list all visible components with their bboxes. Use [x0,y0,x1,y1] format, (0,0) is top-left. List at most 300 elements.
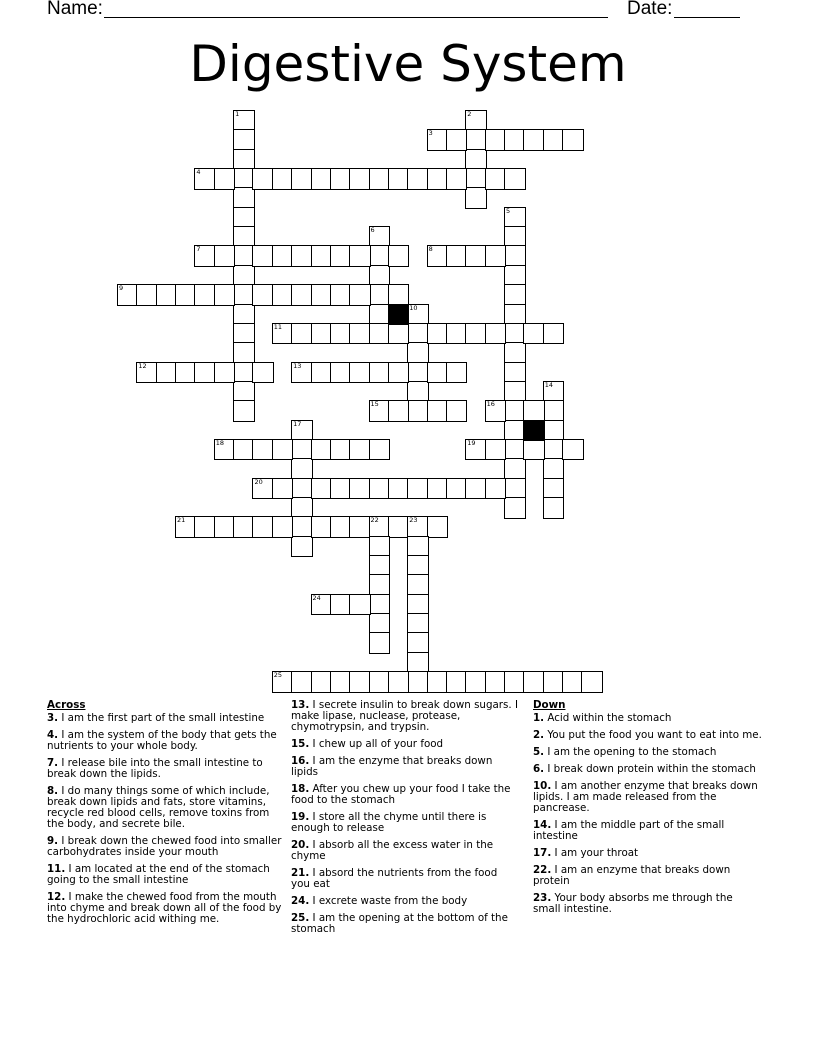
clue-text: I am located at the end of the stomach going to the small intestine [47,863,270,886]
clue-text: I make the chewed food from the mouth into chyme and break down all of the food by the hydrochloric acid withing me. [47,891,282,925]
clue-number-label: 18 [215,438,225,447]
across-clue-list [47,713,285,925]
clue-number-label: 14 [544,380,553,389]
clue-number-label: 21 [177,516,186,525]
grid-cell[interactable] [233,149,255,171]
grid-cell[interactable] [485,439,507,461]
grid-cell[interactable] [291,168,313,190]
grid-cell[interactable] [485,168,507,190]
down-heading: Down [533,699,566,711]
grid-cell[interactable] [233,284,255,306]
grid-cell[interactable] [427,362,449,384]
clue-number: 16. [291,755,310,767]
grid-cell[interactable] [233,362,255,384]
clue-item [47,713,285,724]
grid-cell[interactable] [349,362,371,384]
clue-item [47,758,285,780]
grid-cell[interactable] [233,129,255,151]
grid-cell[interactable] [330,439,352,461]
grid-cell[interactable] [272,245,294,267]
grid-cell[interactable] [427,478,449,500]
clue-number: 19. [291,811,310,823]
grid-cell[interactable] [311,245,333,267]
grid-cell[interactable] [388,400,410,422]
clue-item [533,781,763,814]
clue-item [533,820,763,842]
grid-cell[interactable] [407,400,429,422]
page-title: Digestive System [189,35,627,93]
grid-cell[interactable] [349,245,371,267]
across-clues-continued-column [291,700,519,941]
clue-number-label: 22 [370,516,379,525]
clue-number: 12. [47,891,66,903]
clue-item [291,756,519,778]
grid-cell[interactable] [504,381,526,403]
grid-cell[interactable] [311,362,333,384]
clue-number: 4. [47,729,59,741]
grid-cell[interactable] [233,323,255,345]
grid-cell[interactable] [504,304,526,326]
grid-cell[interactable] [388,245,410,267]
grid-cell[interactable] [523,323,545,345]
grid-cell[interactable] [407,652,429,674]
grid-cell[interactable] [252,362,274,384]
clue-item [47,836,285,858]
clue-number-label: 20 [254,477,263,486]
clue-item [533,865,763,887]
grid-cell[interactable] [446,323,468,345]
grid-cell[interactable] [272,516,294,538]
grid-cell[interactable] [233,400,255,422]
clue-number: 3. [47,712,59,724]
clue-number: 13. [291,699,310,711]
clue-number: 11. [47,863,66,875]
grid-cell[interactable] [233,187,255,209]
grid-cell[interactable] [252,439,274,461]
grid-cell[interactable] [543,671,565,693]
clue-number: 21. [291,867,310,879]
grid-cell[interactable] [504,400,526,422]
clue-item [533,747,763,758]
grid-cell[interactable] [349,671,371,693]
grid-cell[interactable] [504,245,526,267]
grid-cell[interactable] [446,245,468,267]
grid-cell[interactable] [136,284,158,306]
grid-cell[interactable] [156,284,178,306]
grid-cell[interactable] [311,284,333,306]
grid-cell[interactable] [427,323,449,345]
clue-number-label: 25 [273,671,283,680]
clue-number-label: 6 [370,226,375,235]
grid-cell[interactable] [543,323,565,345]
grid-cell[interactable] [543,400,565,422]
clue-text: I am your throat [551,847,639,859]
clue-text: I am the middle part of the small intestine [533,819,725,842]
grid-cell[interactable] [523,439,545,461]
grid-cell[interactable] [407,632,429,654]
grid-cell[interactable] [485,478,507,500]
grid-cell[interactable] [465,168,487,190]
grid-cell[interactable] [523,400,545,422]
grid-cell[interactable] [369,304,391,326]
clue-number: 23. [533,892,552,904]
grid-cell[interactable] [485,245,507,267]
clue-item [291,896,519,907]
clue-number: 20. [291,839,310,851]
grid-cell[interactable] [330,516,352,538]
grid-cell[interactable] [311,671,333,693]
grid-cell[interactable] [349,594,371,616]
clue-item [533,764,763,775]
grid-cell[interactable] [252,245,274,267]
clue-number: 24. [291,895,310,907]
grid-cell[interactable] [233,226,255,248]
grid-cell[interactable] [388,516,410,538]
grid-cell[interactable] [369,594,391,616]
grid-cell[interactable] [369,265,391,287]
grid-cell[interactable] [504,168,526,190]
date-label: Date: [627,0,673,19]
grid-cell[interactable] [407,536,429,558]
grid-cell[interactable] [407,671,429,693]
across-clues-column [47,700,285,931]
grid-cell[interactable] [369,245,391,267]
clue-text: I do many things some of which include, break down lipids and fats, store vitamins, recycle red blood cells, remove toxins from the body, and secrete bile. [47,785,270,830]
clue-number: 5. [533,746,545,758]
clue-item [291,700,519,733]
grid-cell[interactable] [330,478,352,500]
grid-cell[interactable] [233,265,255,287]
clue-number-label: 12 [138,361,147,370]
grid-cell[interactable] [523,671,545,693]
clue-text: I break down protein within the stomach [544,763,756,775]
clue-text: I am another enzyme that breaks down lipids. I am made released from the pancrease. [533,780,758,814]
grid-cell[interactable] [388,323,410,345]
grid-cell[interactable] [330,362,352,384]
grid-cell[interactable] [581,671,603,693]
down-clues-column [533,700,763,921]
clue-item [47,892,285,925]
grid-cell[interactable] [272,439,294,461]
grid-cell[interactable] [369,632,391,654]
clue-item [47,786,285,830]
clue-number: 7. [47,757,59,769]
grid-cell[interactable] [291,497,313,519]
grid-cell[interactable] [446,129,468,151]
clue-number: 10. [533,780,552,792]
grid-cell[interactable] [291,671,313,693]
grid-cell[interactable] [543,420,565,442]
grid-cell[interactable] [311,439,333,461]
grid-cell[interactable] [485,671,507,693]
grid-cell[interactable] [407,478,429,500]
clue-number-label: 7 [196,245,201,254]
clue-item [533,713,763,724]
grid-cell[interactable] [330,594,352,616]
clue-number: 22. [533,864,552,876]
grid-cell[interactable] [369,284,391,306]
grid-cell[interactable] [407,613,429,635]
grid-cell[interactable] [311,168,333,190]
grid-cell[interactable] [369,439,391,461]
clue-text: I am the first part of the small intestine [58,712,265,724]
grid-cell[interactable] [504,342,526,364]
grid-cell[interactable] [233,168,255,190]
grid-cell[interactable] [465,323,487,345]
clue-number: 18. [291,783,310,795]
clue-item [533,848,763,859]
clue-number-label: 2 [467,110,472,118]
clue-number-label: 4 [196,168,201,177]
grid-cell[interactable] [291,323,313,345]
clue-text: Acid within the stomach [544,712,672,724]
grid-cell[interactable] [543,458,565,480]
grid-cell[interactable] [407,362,429,384]
clue-text: I store all the chyme until there is enough to release [291,811,487,834]
grid-cell[interactable] [291,478,313,500]
grid-cell[interactable] [214,362,236,384]
clue-number-label: 8 [428,245,433,254]
clue-number-label: 3 [428,129,433,138]
grid-cell[interactable] [194,362,216,384]
clue-text: You put the food you want to eat into me. [544,729,762,741]
grid-cell[interactable] [446,362,468,384]
grid-cell[interactable] [407,555,429,577]
grid-cell[interactable] [446,671,468,693]
grid-cell[interactable] [388,168,410,190]
grid-cell[interactable] [233,516,255,538]
grid-cell[interactable] [291,516,313,538]
clue-number: 25. [291,912,310,924]
grid-cell[interactable] [291,536,313,558]
grid-cell[interactable] [291,284,313,306]
grid-cell[interactable] [504,671,526,693]
grid-cell[interactable] [272,478,294,500]
grid-cell[interactable] [369,478,391,500]
grid-cell[interactable] [214,245,236,267]
grid-cell[interactable] [233,207,255,229]
grid-cell[interactable] [330,323,352,345]
grid-cell[interactable] [388,671,410,693]
clue-number-label: 13 [293,361,302,370]
grid-cell[interactable] [156,362,178,384]
grid-cell[interactable] [465,478,487,500]
grid-cell[interactable] [291,245,313,267]
clue-number: 1. [533,712,545,724]
grid-cell[interactable] [233,342,255,364]
grid-cell[interactable] [407,574,429,596]
grid-cell[interactable] [543,478,565,500]
clue-number-label: 24 [312,593,321,602]
clue-item [291,840,519,862]
clue-number-label: 10 [409,303,418,312]
grid-cell[interactable] [311,516,333,538]
grid-cell[interactable] [311,323,333,345]
grid-cell[interactable] [388,284,410,306]
grid-cell[interactable] [349,516,371,538]
grid-cell[interactable] [369,574,391,596]
grid-cell[interactable] [291,439,313,461]
grid-cell[interactable] [407,594,429,616]
clue-number-label: 9 [119,284,124,293]
name-label: Name: [47,0,103,19]
clue-number: 15. [291,738,310,750]
clue-number-label: 23 [409,516,418,525]
grid-cell[interactable] [194,284,216,306]
grid-cell[interactable] [349,168,371,190]
grid-cell[interactable] [252,516,274,538]
grid-cell[interactable] [349,284,371,306]
grid-cell[interactable] [562,439,584,461]
grid-cell[interactable] [272,168,294,190]
clue-item [533,893,763,915]
grid-cell[interactable] [465,129,487,151]
grid-cell[interactable] [369,362,391,384]
grid-cell[interactable] [504,129,526,151]
grid-cell[interactable] [214,516,236,538]
grid-cell[interactable] [369,168,391,190]
grid-cell[interactable] [504,226,526,248]
grid-cell[interactable] [523,129,545,151]
grid-cell[interactable] [543,439,565,461]
grid-cell[interactable] [369,323,391,345]
clue-number: 9. [47,835,59,847]
grid-cell[interactable] [427,168,449,190]
grid-cell[interactable] [388,362,410,384]
grid-cell[interactable] [465,187,487,209]
grid-cell[interactable] [175,284,197,306]
grid-cell[interactable] [233,381,255,403]
clue-number-label: 5 [506,206,511,215]
clue-text: I release bile into the small intestine to break down the lipids. [47,757,263,780]
grid-cell[interactable] [272,284,294,306]
grid-cell[interactable] [485,323,507,345]
clue-item [291,784,519,806]
clue-item [291,812,519,834]
blocked-cell [523,420,545,442]
grid-cell[interactable] [233,439,255,461]
grid-cell[interactable] [543,129,565,151]
grid-cell[interactable] [252,168,274,190]
clue-number: 14. [533,819,552,831]
grid-cell[interactable] [407,342,429,364]
grid-cell[interactable] [427,516,449,538]
grid-cell[interactable] [388,478,410,500]
clue-text: I break down the chewed food into smaller carbohydrates inside your mouth [47,835,282,858]
grid-cell[interactable] [330,671,352,693]
blocked-cell [388,304,410,326]
across-heading: Across [47,699,86,711]
clue-item [47,730,285,752]
grid-cell[interactable] [504,284,526,306]
grid-cell[interactable] [504,497,526,519]
grid-cell[interactable] [465,671,487,693]
grid-cell[interactable] [504,439,526,461]
grid-cell[interactable] [407,168,429,190]
grid-cell[interactable] [465,149,487,171]
grid-cell[interactable] [504,265,526,287]
clue-text: After you chew up your food I take the food to the stomach [291,783,511,806]
grid-cell[interactable] [330,245,352,267]
grid-cell[interactable] [446,400,468,422]
grid-cell[interactable] [291,458,313,480]
clue-number: 8. [47,785,59,797]
down-clue-list [533,713,763,915]
grid-cell[interactable] [465,245,487,267]
across-clue-list-continued [291,700,519,935]
grid-cell[interactable] [446,478,468,500]
grid-cell[interactable] [214,284,236,306]
clue-text: I am the enzyme that breaks down lipids [291,755,493,778]
grid-cell[interactable] [446,168,468,190]
clue-text: I absord the nutrients from the food you eat [291,867,498,890]
grid-cell[interactable] [349,439,371,461]
grid-cell[interactable] [369,671,391,693]
grid-cell[interactable] [175,362,197,384]
clue-number-label: 17 [293,419,302,428]
clue-item [291,739,519,750]
grid-cell[interactable] [427,671,449,693]
clue-number-label: 11 [273,322,283,331]
grid-cell[interactable] [504,478,526,500]
clue-number-label: 16 [486,400,495,409]
grid-cell[interactable] [504,362,526,384]
clue-text: I secrete insulin to break down sugars. I make lipase, nuclease, protease, chymotrypsin, and trypsin. [291,699,518,733]
clue-text: I absorb all the excess water in the chyme [291,839,494,862]
clue-text: I am an enzyme that breaks down protein [533,864,731,887]
clue-text: I am the opening at the bottom of the stomach [291,912,508,935]
grid-cell[interactable] [194,516,216,538]
grid-cell[interactable] [504,323,526,345]
grid-cell[interactable] [330,168,352,190]
grid-cell[interactable] [233,304,255,326]
clue-text: I am the system of the body that gets the nutrients to your whole body. [47,729,277,752]
grid-cell[interactable] [369,536,391,558]
grid-cell[interactable] [214,168,236,190]
clue-text: Your body absorbs me through the small intestine. [533,892,733,915]
grid-cell[interactable] [427,400,449,422]
clue-number-label: 1 [235,110,240,118]
grid-cell[interactable] [311,478,333,500]
grid-cell[interactable] [369,613,391,635]
grid-cell[interactable] [562,671,584,693]
grid-cell[interactable] [233,245,255,267]
clue-number: 17. [533,847,552,859]
grid-cell[interactable] [407,323,429,345]
clue-text: I am the opening to the stomach [544,746,717,758]
clue-item [47,864,285,886]
clue-item [291,913,519,935]
grid-cell[interactable] [330,284,352,306]
grid-cell[interactable] [252,284,274,306]
clue-number-label: 15 [370,400,379,409]
grid-cell[interactable] [369,555,391,577]
grid-cell[interactable] [485,129,507,151]
grid-cell[interactable] [407,381,429,403]
grid-cell[interactable] [562,129,584,151]
clue-text: I chew up all of your food [309,738,444,750]
clue-number-label: 19 [467,438,476,447]
grid-cell[interactable] [504,420,526,442]
grid-cell[interactable] [349,323,371,345]
clue-text: I excrete waste from the body [309,895,468,907]
grid-cell[interactable] [349,478,371,500]
clue-item [291,868,519,890]
grid-cell[interactable] [504,458,526,480]
clue-number: 2. [533,729,545,741]
clue-item [533,730,763,741]
grid-cell[interactable] [543,497,565,519]
